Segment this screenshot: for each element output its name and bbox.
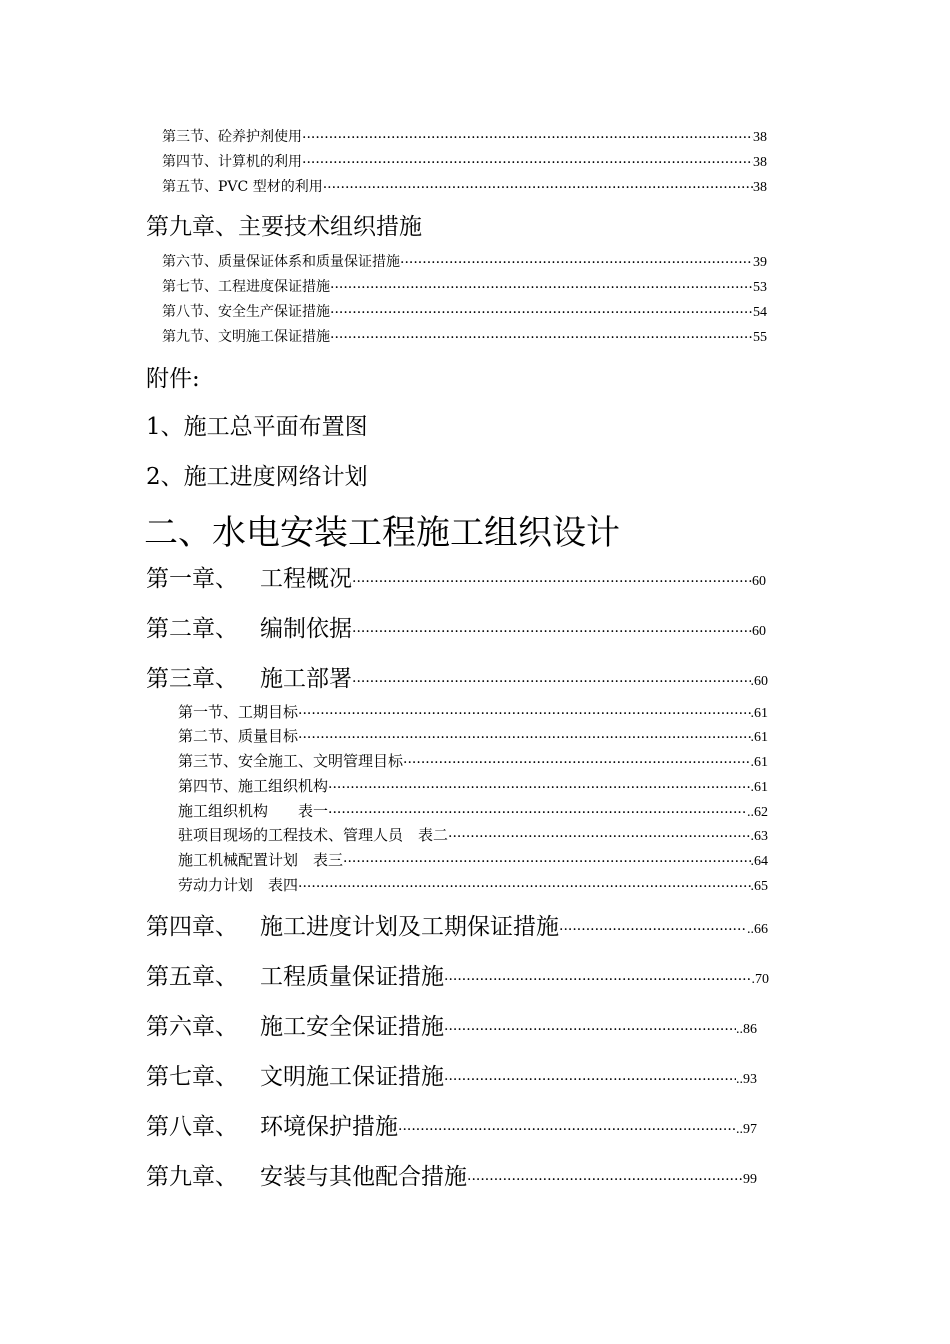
toc-entry-page: .61 bbox=[750, 706, 768, 721]
toc-entry[interactable] bbox=[178, 800, 768, 821]
leader-dots bbox=[323, 180, 753, 196]
leader-dots bbox=[328, 805, 747, 821]
leader-dots bbox=[403, 755, 750, 771]
toc-entry[interactable] bbox=[162, 301, 767, 321]
toc-entry-page: 38 bbox=[753, 180, 767, 195]
leader-dots bbox=[330, 305, 753, 321]
toc-entry[interactable] bbox=[178, 701, 768, 722]
chapter-label: 工程概况 bbox=[260, 566, 352, 592]
toc-chapter[interactable] bbox=[146, 1008, 757, 1041]
toc-entry-page: .70 bbox=[751, 972, 769, 987]
leader-dots bbox=[444, 1022, 736, 1041]
toc-chapter[interactable] bbox=[146, 660, 768, 693]
toc-chapter[interactable] bbox=[146, 1058, 757, 1091]
toc-entry[interactable] bbox=[162, 126, 767, 146]
leader-dots bbox=[559, 922, 747, 941]
leader-dots bbox=[330, 330, 753, 346]
toc-entry-label: 劳动力计划 表四 bbox=[178, 876, 299, 894]
toc-entry-page: 60 bbox=[752, 624, 766, 639]
toc-entry-label: 第二节、质量目标 bbox=[178, 727, 299, 745]
leader-dots bbox=[298, 706, 750, 722]
toc-entry-label: 驻项目现场的工程技术、管理人员 表二 bbox=[178, 826, 449, 844]
chapter-number: 第六章、 bbox=[146, 1014, 238, 1040]
toc-entry-page: ..93 bbox=[736, 1072, 757, 1087]
chapter-number: 第四章、 bbox=[146, 914, 238, 940]
toc-entry-page: .60 bbox=[750, 674, 768, 689]
chapter-number: 第二章、 bbox=[146, 616, 238, 642]
leader-dots bbox=[298, 879, 750, 895]
chapter-label: 编制依据 bbox=[260, 616, 352, 642]
toc-entry-page: 99 bbox=[743, 1172, 757, 1187]
toc-entry-label: 施工机械配置计划 表三 bbox=[178, 851, 344, 869]
leader-dots bbox=[467, 1172, 743, 1191]
toc-entry-page: .61 bbox=[750, 755, 768, 770]
toc-entry-label: 第三节、安全施工、文明管理目标 bbox=[178, 752, 404, 770]
toc-entry[interactable] bbox=[178, 725, 768, 746]
chapter-number: 第七章、 bbox=[146, 1064, 238, 1090]
toc-entry-page: 38 bbox=[753, 155, 767, 170]
leader-dots bbox=[328, 780, 750, 796]
toc-entry[interactable] bbox=[162, 176, 767, 196]
toc-entry-page: ..86 bbox=[736, 1022, 757, 1037]
toc-entry[interactable] bbox=[178, 874, 768, 895]
leader-dots bbox=[444, 972, 752, 991]
toc-entry-page: 39 bbox=[753, 255, 767, 270]
toc-entry-label: 第三节、砼养护剂使用 bbox=[162, 129, 302, 145]
toc-chapter[interactable] bbox=[146, 908, 768, 941]
appendix-heading: 附件: bbox=[146, 366, 200, 392]
toc-entry-page: .65 bbox=[750, 879, 768, 894]
chapter-number: 第五章、 bbox=[146, 964, 238, 990]
leader-dots bbox=[444, 1072, 736, 1091]
toc-entry-page: 53 bbox=[753, 280, 767, 295]
toc-entry-label: 第六节、质量保证体系和质量保证措施 bbox=[162, 254, 400, 270]
leader-dots bbox=[398, 1122, 736, 1141]
toc-chapter[interactable] bbox=[146, 958, 769, 991]
leader-dots bbox=[352, 624, 752, 643]
chapter-label: 文明施工保证措施 bbox=[260, 1064, 444, 1090]
toc-entry-label: 第九节、文明施工保证措施 bbox=[162, 329, 330, 345]
toc-entry[interactable] bbox=[162, 276, 767, 296]
appendix-item[interactable]: 2、施工进度网络计划 bbox=[146, 464, 368, 490]
toc-entry-label: 第四节、计算机的利用 bbox=[162, 154, 302, 170]
chapter-label: 施工进度计划及工期保证措施 bbox=[260, 914, 559, 940]
leader-dots bbox=[352, 674, 751, 693]
toc-chapter[interactable] bbox=[146, 1158, 757, 1191]
toc-entry-page: 54 bbox=[753, 305, 767, 320]
chapter-number: 第九章、 bbox=[146, 1164, 238, 1190]
leader-dots bbox=[302, 130, 753, 146]
toc-entry[interactable] bbox=[178, 750, 768, 771]
toc-entry-label: 第五节、PVC 型材的利用 bbox=[162, 179, 323, 195]
toc-chapter[interactable] bbox=[146, 560, 766, 593]
chapter-number: 第八章、 bbox=[146, 1114, 238, 1140]
toc-entry[interactable] bbox=[162, 151, 767, 171]
chapter-label: 安装与其他配合措施 bbox=[260, 1164, 467, 1190]
toc-chapter[interactable] bbox=[146, 1108, 757, 1141]
chapter-label: 环境保护措施 bbox=[260, 1114, 398, 1140]
toc-entry-label: 第一节、工期目标 bbox=[178, 703, 299, 721]
leader-dots bbox=[448, 829, 750, 845]
toc-entry-page: 55 bbox=[753, 330, 767, 345]
toc-entry[interactable] bbox=[162, 326, 767, 346]
chapter-heading[interactable]: 第九章、主要技术组织措施 bbox=[146, 214, 422, 240]
toc-entry-page: ..66 bbox=[747, 922, 768, 937]
leader-dots bbox=[330, 280, 753, 296]
toc-entry-page: ..62 bbox=[747, 805, 768, 820]
toc-entry-label: 第七节、工程进度保证措施 bbox=[162, 279, 330, 295]
part-title: 二、水电安装工程施工组织设计 bbox=[144, 513, 620, 553]
chapter-label: 施工安全保证措施 bbox=[260, 1014, 444, 1040]
chapter-label: 施工部署 bbox=[260, 666, 352, 692]
leader-dots bbox=[298, 730, 750, 746]
toc-entry-label: 第八节、安全生产保证措施 bbox=[162, 304, 330, 320]
leader-dots bbox=[352, 574, 752, 593]
toc-entry-label: 施工组织机构 表一 bbox=[178, 802, 329, 820]
toc-entry-page: .64 bbox=[750, 854, 768, 869]
toc-entry-page: ..97 bbox=[736, 1122, 757, 1137]
toc-entry-page: .63 bbox=[750, 829, 768, 844]
toc-entry-page: .61 bbox=[750, 780, 768, 795]
toc-entry[interactable] bbox=[178, 824, 768, 845]
leader-dots bbox=[302, 155, 753, 171]
chapter-number: 第一章、 bbox=[146, 566, 238, 592]
leader-dots bbox=[343, 854, 750, 870]
toc-entry[interactable] bbox=[178, 775, 768, 796]
appendix-item[interactable]: 1、施工总平面布置图 bbox=[146, 414, 368, 440]
chapter-number: 第三章、 bbox=[146, 666, 238, 692]
toc-entry[interactable] bbox=[162, 251, 767, 271]
toc-entry[interactable] bbox=[178, 849, 768, 870]
leader-dots bbox=[400, 255, 753, 271]
toc-entry-page: 60 bbox=[752, 574, 766, 589]
toc-entry-label: 第四节、施工组织机构 bbox=[178, 777, 329, 795]
toc-chapter[interactable] bbox=[146, 610, 766, 643]
chapter-label: 工程质量保证措施 bbox=[260, 964, 444, 990]
toc-entry-page: 38 bbox=[753, 130, 767, 145]
toc-entry-page: .61 bbox=[750, 730, 768, 745]
